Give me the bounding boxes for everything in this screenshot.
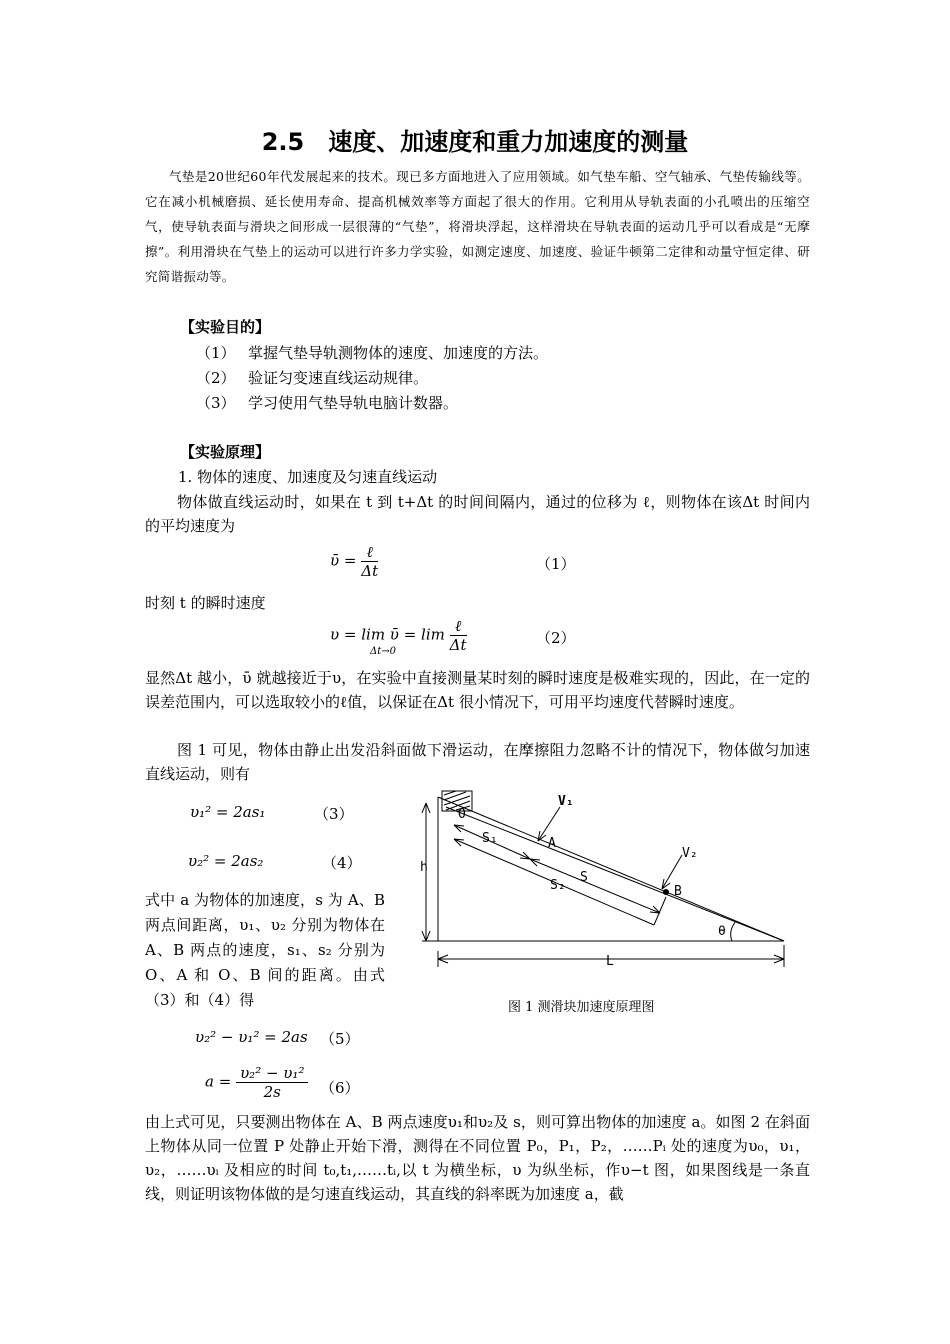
equation-2 bbox=[330, 617, 467, 654]
equation-1-fraction bbox=[361, 543, 378, 580]
equation-6 bbox=[205, 1064, 308, 1101]
equation-2-numerator: ℓ bbox=[450, 617, 467, 636]
equation-1-lhs: ῡ = bbox=[330, 551, 357, 570]
label-v1: V₁ bbox=[558, 794, 574, 809]
theta-arc bbox=[731, 921, 736, 941]
equation-2-limit-subscript: Δt→0 bbox=[370, 646, 396, 657]
principle-paragraph-1: 物体做直线运动时，如果在 t 到 t+Δt 的时间间隔内，通过的位移为 ℓ，则物体在该Δt 时间内的平均速度为 bbox=[145, 493, 810, 535]
equation-1 bbox=[330, 543, 378, 580]
label-l: L bbox=[606, 954, 614, 969]
label-o: O bbox=[458, 807, 466, 822]
principle-paragraph-2: 时刻 t 的瞬时速度 bbox=[145, 594, 266, 612]
intro-paragraph: 气垫是20世纪60年代发展起来的技术。现已多方面地进入了应用领域。如气垫车船、空气轴承、气垫传输线等。它在减小机械磨损、延长使用寿命、提高机械效率等方面起了很大的作用。它利用从导轨表面的小孔喷出的压缩空气，使导轨表面与滑块之间形成一层很薄的“气垫”，将滑块浮起，这样滑块在导轨表面的运动几乎可以看成是“无摩擦”。利用滑块在气垫上的运动可以进行许多力学实验，如测定速度、加速度、验证牛顿第二定律和动量守恒定律、研究简谐振动等。 bbox=[145, 169, 810, 284]
equation-1-number: （1） bbox=[536, 555, 576, 573]
equation-1-denominator: Δt bbox=[361, 562, 379, 580]
equation-2-fraction bbox=[450, 617, 467, 654]
label-s1: S₁ bbox=[482, 831, 498, 846]
principle-paragraph-3: 显然Δt 越小，ῡ 就越接近于υ，在实验中直接测量某时刻的瞬时速度是极难实现的，因此，在一定的误差范围内，可以选取较小的ℓ值，以保证在Δt 很小情况下，可用平均速度代替瞬时速度。 bbox=[145, 669, 810, 711]
principle-paragraph-5: 式中 a 为物体的加速度，s 为 A、B 两点间距离，υ₁、υ₂ 分别为物体在 A、B 两点的速度，s₁、s₂ 分别为 O、A 和 O、B 间的距离。由式（3）和（4）得 bbox=[145, 891, 385, 1009]
label-v2: V₂ bbox=[682, 846, 698, 861]
equation-2-lhs: υ = lim ῡ = lim bbox=[330, 625, 445, 644]
incline-line bbox=[438, 797, 784, 941]
principle-subheading: 1. 物体的速度、加速度及匀速直线运动 bbox=[178, 468, 438, 486]
equation-6-number: （6） bbox=[320, 1079, 360, 1097]
equation-5: υ₂² − υ₁² = 2as bbox=[195, 1028, 308, 1046]
purpose-item-number: （2） bbox=[196, 369, 236, 387]
label-h: h bbox=[420, 860, 428, 875]
principle-paragraph-4: 图 1 可见，物体由静止出发沿斜面做下滑运动，在摩擦阻力忽略不计的情况下，物体做匀加速直线运动，则有 bbox=[145, 741, 810, 783]
point-b-marker bbox=[663, 889, 669, 895]
purpose-item-text: 学习使用气垫导轨电脑计数器。 bbox=[248, 394, 459, 412]
page-title: 2.5 速度、加速度和重力加速度的测量 bbox=[261, 128, 689, 156]
purpose-heading: 【实验目的】 bbox=[180, 318, 271, 336]
label-a: A bbox=[548, 836, 556, 851]
purpose-item-1 bbox=[196, 342, 548, 363]
purpose-item-number: （1） bbox=[196, 344, 236, 362]
principle-paragraph-6: 由上式可见，只要测出物体在 A、B 两点速度υ₁和υ₂及 s，则可算出物体的加速度 a。如图 2 在斜面上物体从同一位置 P 处静止开始下滑，测得在不同位置 P₀，P₁，P₂，……Pᵢ 处的速度为υ₀，υ₁，υ₂，……υᵢ 及相应的时间 t₀,t₁,……tᵢ,以 t 为横坐标，υ 为纵坐标，作υ−t 图，如果图线是一条直线，则证明该物体做的是匀速直线运动，其直线的斜率既为加速度 a，截 bbox=[145, 1113, 810, 1203]
principle-heading: 【实验原理】 bbox=[180, 443, 271, 461]
purpose-item-3 bbox=[196, 392, 458, 413]
equation-6-fraction bbox=[236, 1064, 308, 1101]
purpose-item-text: 验证匀变速直线运动规律。 bbox=[248, 369, 429, 387]
equation-4-number: （4） bbox=[322, 854, 362, 872]
equation-6-denominator: 2s bbox=[263, 1083, 281, 1101]
label-b: B bbox=[674, 884, 682, 899]
figure-caption: 图 1 测滑块加速度原理图 bbox=[508, 1000, 655, 1015]
label-s: S bbox=[580, 870, 588, 885]
equation-2-number: （2） bbox=[536, 629, 576, 647]
label-s2: S₂ bbox=[550, 878, 566, 893]
label-theta: θ bbox=[718, 924, 726, 939]
equation-5-number: （5） bbox=[320, 1030, 360, 1048]
equation-3-number: （3） bbox=[314, 805, 354, 823]
equation-2-denominator: Δt bbox=[449, 636, 467, 654]
equation-1-numerator: ℓ bbox=[361, 543, 378, 562]
equation-4: υ₂² = 2as₂ bbox=[188, 852, 264, 870]
equation-3: υ₁² = 2as₁ bbox=[190, 803, 266, 821]
equation-6-numerator: υ₂² − υ₁² bbox=[236, 1064, 308, 1083]
equation-6-lhs: a = bbox=[205, 1072, 232, 1091]
incline-figure bbox=[410, 785, 810, 975]
purpose-item-text: 掌握气垫导轨测物体的速度、加速度的方法。 bbox=[248, 344, 549, 362]
purpose-item-number: （3） bbox=[196, 394, 236, 412]
purpose-item-2 bbox=[196, 367, 428, 388]
